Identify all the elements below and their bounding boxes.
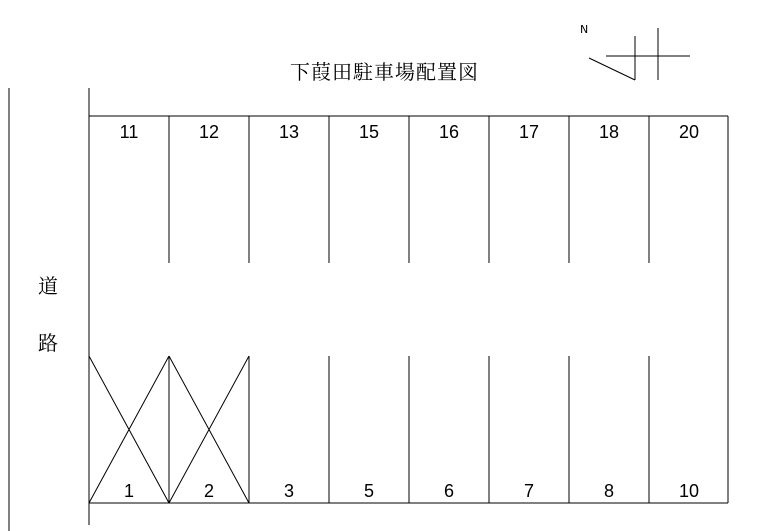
parking-space-number: 5	[363, 481, 374, 501]
parking-space-number: 20	[678, 122, 700, 142]
parking-space-number: 3	[283, 481, 294, 501]
parking-space-number: 12	[198, 122, 220, 142]
road-label-char: 路	[38, 331, 58, 355]
parking-space-number: 15	[358, 122, 380, 142]
parking-space-number: 1	[123, 481, 134, 501]
parking-space-number: 10	[678, 481, 700, 501]
parking-space-number: 2	[203, 481, 214, 501]
parking-space-number: 11	[119, 122, 139, 142]
parking-space-number: 6	[443, 481, 454, 501]
parking-space-number: 16	[438, 122, 460, 142]
parking-space-number: 8	[603, 481, 614, 501]
road-label-char: 道	[38, 274, 58, 298]
parking-space-number: 13	[278, 122, 300, 142]
north-arrow-icon	[589, 28, 690, 80]
parking-space-number: 18	[598, 122, 620, 142]
parking-space-number: 17	[518, 122, 540, 142]
parking-space-number: 7	[523, 481, 534, 501]
north-label: N	[580, 23, 589, 36]
page-title: 下葭田駐車場配置図	[290, 60, 479, 84]
space-dividers	[169, 116, 649, 503]
